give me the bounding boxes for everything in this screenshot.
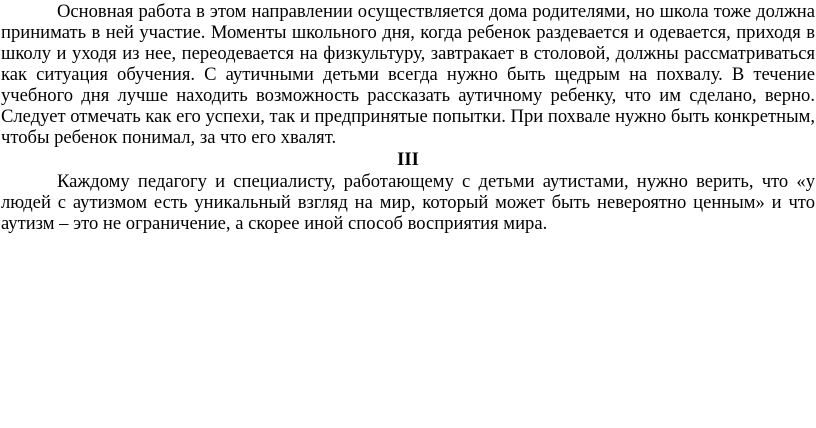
section-heading: III bbox=[397, 149, 419, 170]
paragraph-body-1: Основная работа в этом направлении осуществляется дома родителями, но школа тоже должна принимать в ней участие. Моменты школьного дня, когда ребенок раздевается и одевается, приходя в школу и уходя из нее, переодевается на физкультуру, завтракает в столовой, должны рассматриваться как ситуация обучения. С аутичными детьми всегда нужно быть щедрым на похвалу. В течение учебного дня лучше находить возможность рассказать аутичному ребенку, что им сделано, верно. Следует отмечать как его успехи, так и предпринятые попытки. При похвале нужно быть конкретным, чтобы ребенок понимал, за что его хвалят. bbox=[1, 1, 815, 148]
paragraph-body-2: Каждому педагогу и специалисту, работающему с детьми аутистами, нужно верить, что «у людей с аутизмом есть уникальный взгляд на мир, который может быть невероятно ценным» и что аутизм – это не ограничение, а скорее иной способ восприятия мира. bbox=[1, 171, 815, 234]
